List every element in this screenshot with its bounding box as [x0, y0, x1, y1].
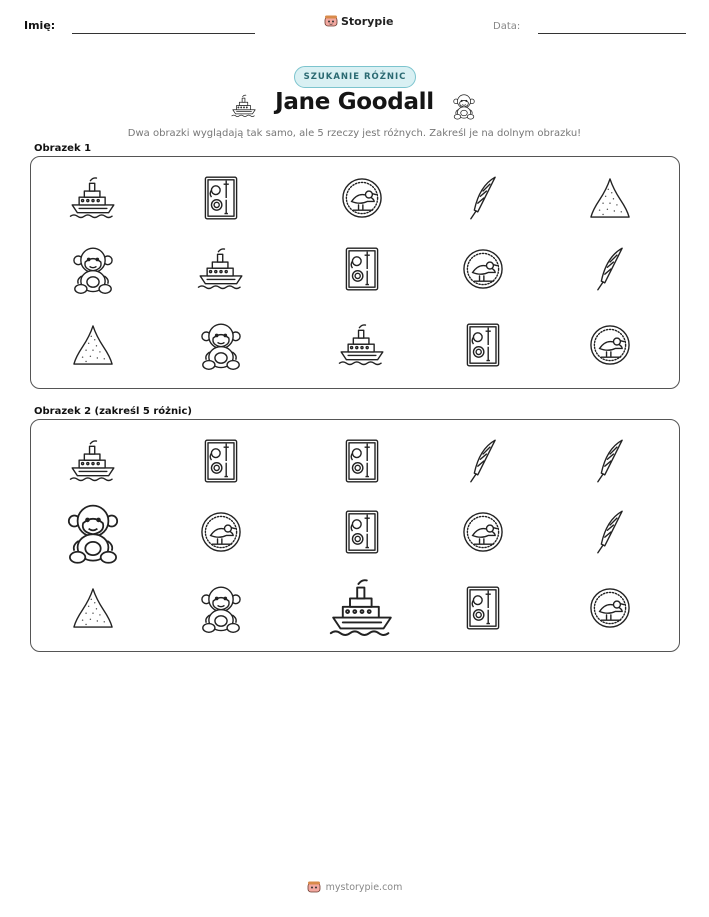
book-icon[interactable]: [195, 435, 247, 487]
monkey-icon[interactable]: [195, 319, 247, 371]
book-icon[interactable]: [195, 172, 247, 224]
monkey-icon: [450, 91, 478, 121]
book-icon[interactable]: [336, 506, 388, 558]
picture1-panel: [30, 156, 680, 389]
page-title: Jane Goodall: [275, 89, 434, 115]
feather-icon[interactable]: [457, 172, 509, 224]
name-line[interactable]: [72, 33, 255, 34]
ship-icon[interactable]: [67, 435, 119, 487]
coin-icon[interactable]: [584, 582, 636, 634]
pie-mascot-icon: [324, 14, 338, 28]
sand-pile-icon[interactable]: [584, 172, 636, 224]
book-icon[interactable]: [336, 243, 388, 295]
picture1-label: Obrazek 1: [34, 143, 92, 154]
ship-icon[interactable]: [336, 319, 388, 371]
book-icon[interactable]: [457, 582, 509, 634]
coin-icon[interactable]: [584, 319, 636, 371]
picture2-label: Obrazek 2 (zakreśl 5 różnic): [34, 406, 192, 417]
picture2-panel: [30, 419, 680, 652]
date-label: Data:: [493, 21, 521, 32]
book-icon[interactable]: [336, 435, 388, 487]
coin-icon[interactable]: [336, 172, 388, 224]
feather-icon[interactable]: [584, 506, 636, 558]
pie-mascot-icon: [307, 880, 321, 894]
sand-pile-icon[interactable]: [67, 582, 119, 634]
feather-icon[interactable]: [584, 243, 636, 295]
monkey-icon[interactable]: [195, 582, 247, 634]
date-line[interactable]: [538, 33, 686, 34]
book-icon[interactable]: [457, 319, 509, 371]
footer-link[interactable]: mystorypie.com: [325, 881, 403, 893]
coin-icon[interactable]: [457, 506, 509, 558]
footer: [0, 880, 709, 894]
monkey-icon[interactable]: [67, 243, 119, 295]
ship-icon[interactable]: [326, 572, 398, 644]
ship-icon[interactable]: [67, 172, 119, 224]
sand-pile-icon[interactable]: [67, 319, 119, 371]
ship-icon[interactable]: [195, 243, 247, 295]
category-badge: SZUKANIE RÓŻNIC: [294, 66, 416, 88]
brand-name: Storypie: [341, 14, 394, 28]
monkey-icon[interactable]: [60, 499, 126, 565]
coin-icon[interactable]: [457, 243, 509, 295]
brand-logo: [324, 14, 393, 28]
name-label: Imię:: [24, 19, 56, 32]
feather-icon[interactable]: [584, 435, 636, 487]
instructions: Dwa obrazki wyglądają tak samo, ale 5 rzeczy jest różnych. Zakreśl je na dolnym obrazku!: [127, 128, 582, 139]
coin-icon[interactable]: [195, 506, 247, 558]
feather-icon[interactable]: [457, 435, 509, 487]
